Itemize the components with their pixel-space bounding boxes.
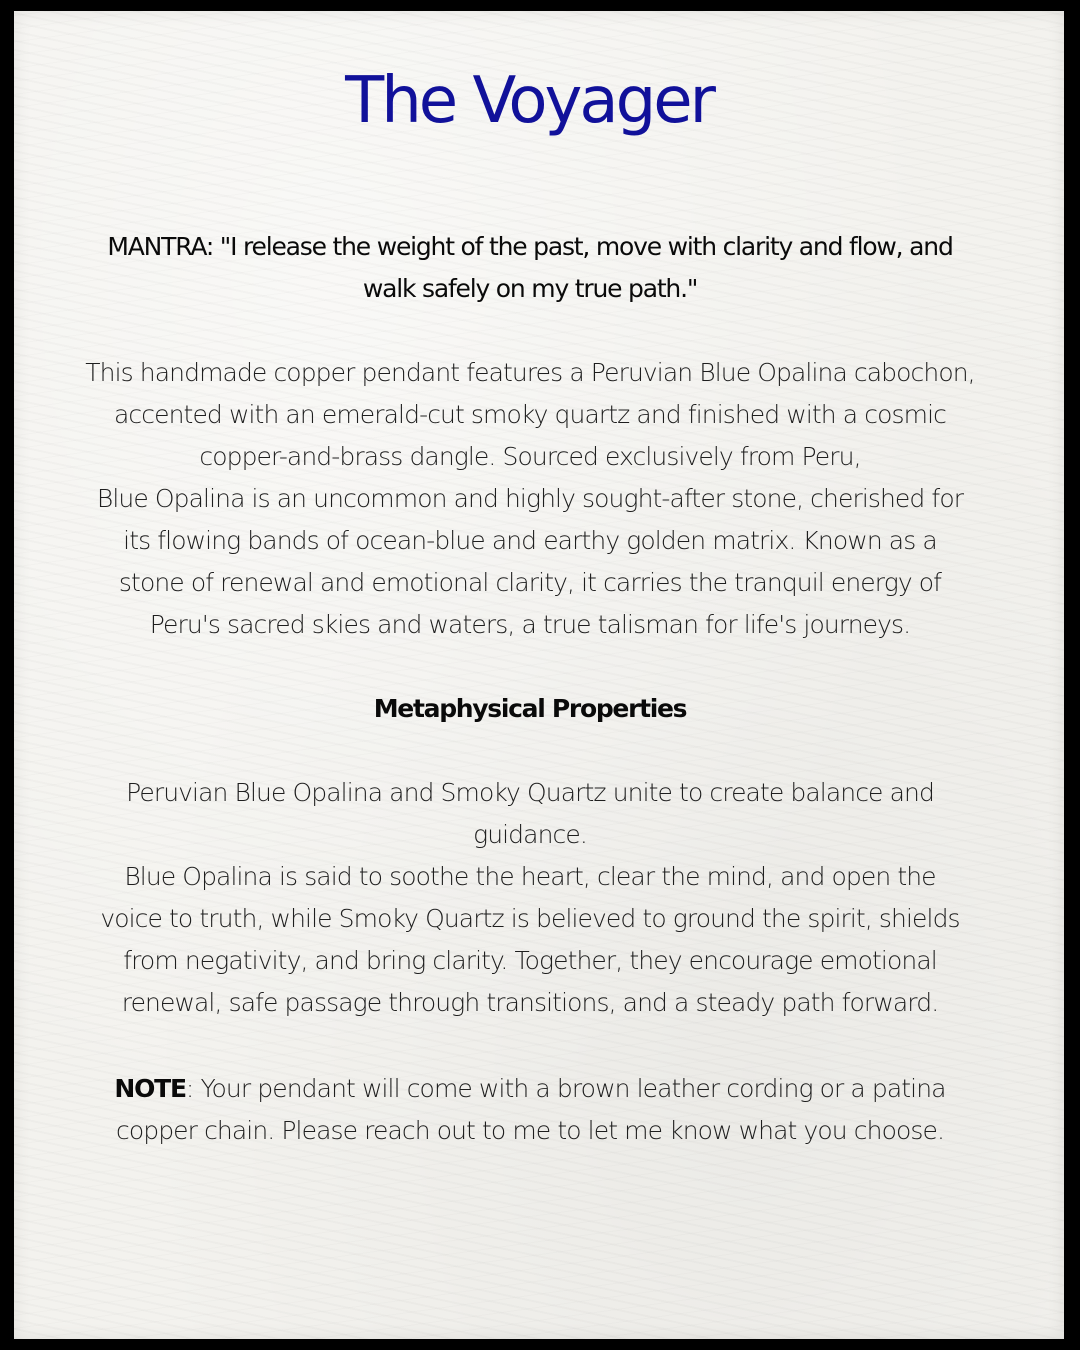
note-line	[50, 1068, 1010, 1110]
properties-line: Peruvian Blue Opalina and Smoky Quartz unite to create balance and	[126, 778, 934, 807]
description-line: Blue Opalina is an uncommon and highly sought-after stone, cherished for	[96, 484, 964, 513]
note-paragraph	[50, 1068, 1010, 1152]
properties-line: guidance.	[473, 820, 587, 849]
description-line: Peru's sacred skies and waters, a true talisman for life's journeys.	[149, 610, 911, 639]
page-title: The Voyager	[345, 64, 713, 138]
description-line: its flowing bands of ocean-blue and earthy golden matrix. Known as a	[123, 526, 937, 555]
mantra-text	[50, 226, 1010, 310]
mantra-line: MANTRA: "I release the weight of the past, move with clarity and flow, and	[107, 232, 953, 261]
description-line: This handmade copper pendant features a Peruvian Blue Opalina cabochon,	[85, 358, 975, 387]
section-heading: Metaphysical Properties	[373, 694, 687, 723]
description-line: copper-and-brass dangle. Sourced exclusively from Peru,	[199, 442, 861, 471]
note-text: : Your pendant will come with a brown leather cording or a patina	[185, 1074, 946, 1103]
mantra-line: walk safely on my true path."	[362, 274, 698, 303]
note-line: copper chain. Please reach out to me to let me know what you choose.	[115, 1116, 945, 1145]
description-line: accented with an emerald-cut smoky quartz and finished with a cosmic	[114, 400, 946, 429]
properties-line: from negativity, and bring clarity. Together, they encourage emotional	[123, 946, 937, 975]
note-label: NOTE	[114, 1074, 186, 1103]
paper-card	[14, 11, 1064, 1339]
properties-paragraph	[50, 772, 1010, 1024]
description-line: stone of renewal and emotional clarity, it carries the tranquil energy of	[118, 568, 942, 597]
description-paragraph	[50, 352, 1010, 646]
properties-line: renewal, safe passage through transitions, and a steady path forward.	[121, 988, 939, 1017]
properties-line: voice to truth, while Smoky Quartz is believed to ground the spirit, shields	[100, 904, 960, 933]
properties-line: Blue Opalina is said to soothe the heart, clear the mind, and open the	[124, 862, 936, 891]
